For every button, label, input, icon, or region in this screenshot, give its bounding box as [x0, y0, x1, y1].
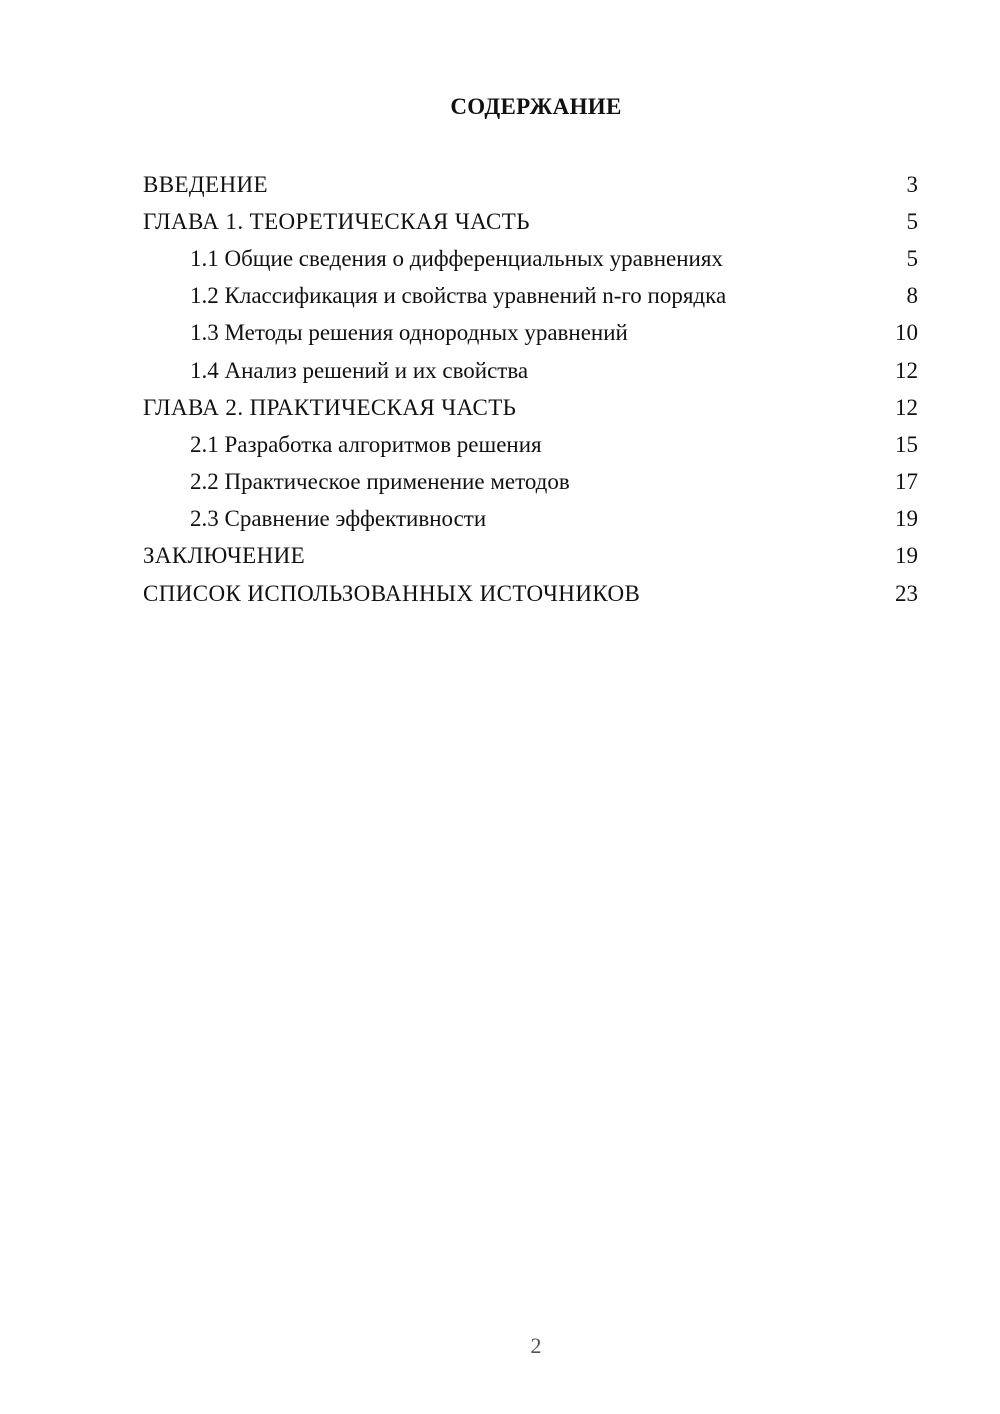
toc-entry-label: ГЛАВА 1. ТЕОРЕТИЧЕСКАЯ ЧАСТЬ — [143, 208, 530, 234]
toc-entry-section-1-4 — [143, 352, 918, 389]
toc-entry-page: 17 — [895, 469, 918, 495]
toc-entry-label: 1.2 Классификация и свойства уравнений n-го порядка — [190, 283, 727, 309]
toc-entry-introduction — [143, 166, 918, 203]
toc-entry-chapter-2 — [143, 389, 918, 426]
toc-entry-label: ЗАКЛЮЧЕНИЕ — [143, 543, 306, 569]
toc-entry-page: 5 — [906, 208, 918, 234]
toc-entry-page: 15 — [895, 431, 918, 457]
toc-entry-section-2-3 — [143, 501, 918, 538]
toc-entry-references — [143, 575, 918, 612]
toc-entry-label: ГЛАВА 2. ПРАКТИЧЕСКАЯ ЧАСТЬ — [143, 394, 517, 420]
toc-entry-page: 23 — [895, 580, 918, 606]
table-of-contents — [143, 166, 918, 612]
toc-entry-page: 12 — [895, 357, 918, 383]
toc-entry-label: ВВЕДЕНИЕ — [143, 171, 268, 197]
toc-entry-section-2-2 — [143, 464, 918, 501]
toc-entry-label: 1.3 Методы решения однородных уравнений — [190, 320, 628, 346]
toc-entry-page: 19 — [895, 543, 918, 569]
toc-entry-page: 3 — [906, 171, 918, 197]
toc-entry-section-1-1 — [143, 240, 918, 277]
toc-title: СОДЕРЖАНИЕ — [450, 94, 622, 119]
toc-entry-page: 5 — [906, 245, 918, 271]
toc-entry-label: СПИСОК ИСПОЛЬЗОВАННЫХ ИСТОЧНИКОВ — [143, 580, 641, 606]
page-number: 2 — [530, 1333, 542, 1358]
toc-entry-label: 2.3 Сравнение эффективности — [190, 506, 487, 532]
toc-entry-chapter-1 — [143, 203, 918, 240]
toc-entry-section-1-3 — [143, 315, 918, 352]
toc-entry-section-2-1 — [143, 426, 918, 463]
toc-entry-page: 8 — [906, 283, 918, 309]
toc-entry-conclusion — [143, 538, 918, 575]
toc-entry-label: 1.1 Общие сведения о дифференциальных уравнениях — [190, 245, 723, 271]
toc-entry-label: 1.4 Анализ решений и их свойства — [190, 357, 529, 383]
toc-entry-label: 2.2 Практическое применение методов — [190, 469, 570, 495]
toc-entry-page: 19 — [895, 506, 918, 532]
toc-entry-page: 12 — [895, 394, 918, 420]
toc-entry-page: 10 — [895, 320, 918, 346]
toc-entry-label: 2.1 Разработка алгоритмов решения — [190, 431, 542, 457]
toc-entry-section-1-2 — [143, 278, 918, 315]
